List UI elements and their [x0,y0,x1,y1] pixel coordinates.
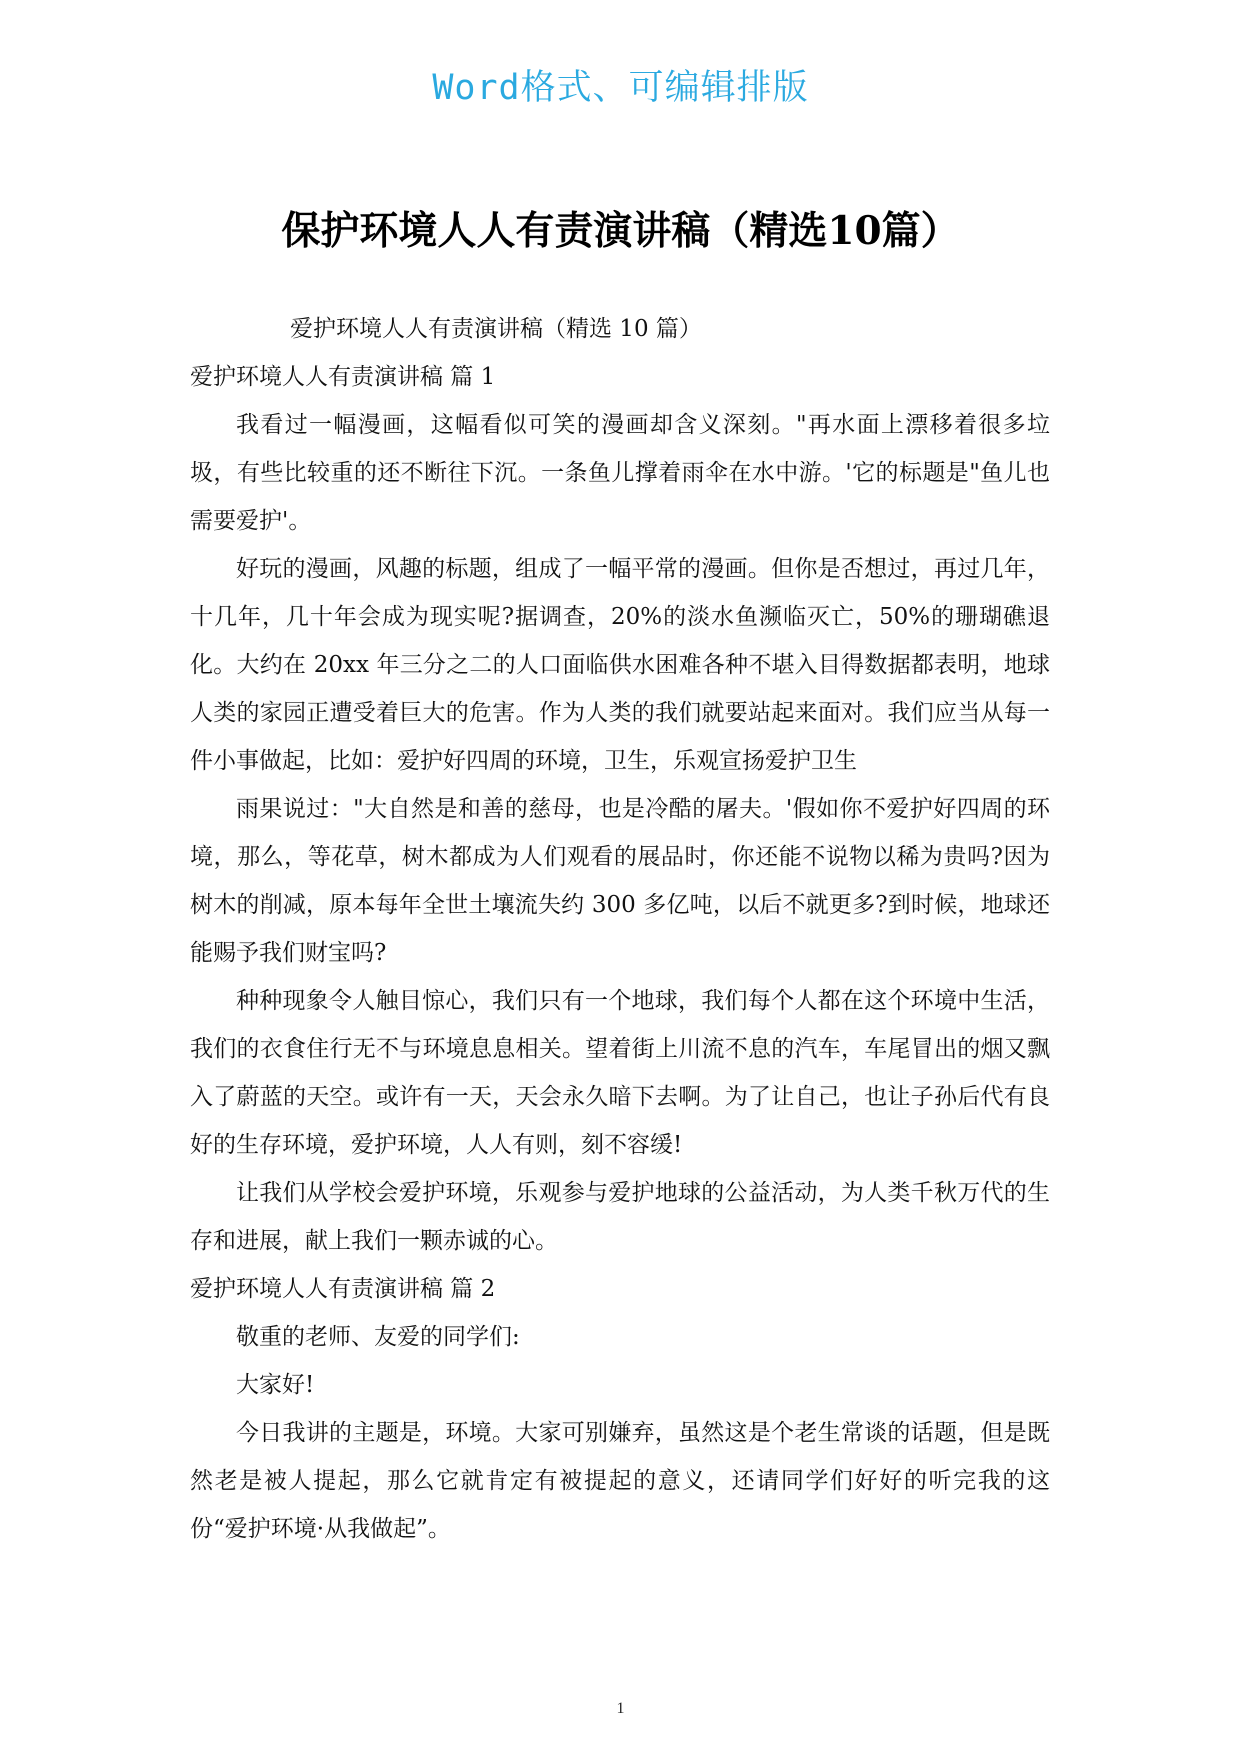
document-body [190,305,1050,1553]
paragraph: 今日我讲的主题是，环境。大家可别嫌弃，虽然这是个老生常谈的话题，但是既然老是被人提起，那么它就肯定有被提起的意义，还请同学们好好的听完我的这份“爱护环境·从我做起”。 [190,1420,1050,1542]
section-heading-1: 爱护环境人人有责演讲稿 篇 1 [190,364,496,390]
header-banner: Word格式、可编辑排版 [432,68,809,108]
document-title: 保护环境人人有责演讲稿（精选10篇） [281,208,960,254]
greeting: 大家好! [236,1372,315,1398]
paragraph: 我看过一幅漫画，这幅看似可笑的漫画却含义深刻。"再水面上漂移着很多垃圾，有些比较重的还不断往下沉。一条鱼儿撑着雨伞在水中游。'它的标题是"鱼儿也需要爱护'。 [190,412,1050,534]
paragraph: 雨果说过："大自然是和善的慈母，也是冷酷的屠夫。'假如你不爱护好四周的环境，那么，等花草，树木都成为人们观看的展品时，你还能不说物以稀为贵吗?因为树木的削减，原本每年全世土壤流失约 300 多亿吨，以后不就更多?到时候，地球还能赐予我们财宝吗? [190,796,1050,966]
paragraph: 好玩的漫画，风趣的标题，组成了一幅平常的漫画。但你是否想过，再过几年，十几年，几十年会成为现实呢?据调查，20%的淡水鱼濒临灭亡，50%的珊瑚礁退化。大约在 20xx 年三分之二的人口面临供水困难各种不堪入目得数据都表明，地球人类的家园正遭受着巨大的危害。作为人类的我们就要站起来面对。我们应当从每一件小事做起，比如：爱护好四周的环境，卫生，乐观宣扬爱护卫生 [190,556,1050,774]
paragraph: 让我们从学校会爱护环境，乐观参与爱护地球的公益活动，为人类千秋万代的生存和进展，献上我们一颗赤诚的心。 [190,1180,1050,1254]
document-subtitle: 爱护环境人人有责演讲稿（精选 10 篇） [290,316,702,342]
salutation: 敬重的老师、友爱的同学们: [236,1324,520,1350]
paragraph: 种种现象令人触目惊心，我们只有一个地球，我们每个人都在这个环境中生活，我们的衣食住行无不与环境息息相关。望着街上川流不息的汽车，车尾冒出的烟又飘入了蔚蓝的天空。或许有一天，天会永久暗下去啊。为了让自己，也让子孙后代有良好的生存环境，爱护环境，人人有则，刻不容缓! [190,988,1050,1158]
section-heading-2: 爱护环境人人有责演讲稿 篇 2 [190,1276,496,1302]
page-number: 1 [616,1700,625,1717]
